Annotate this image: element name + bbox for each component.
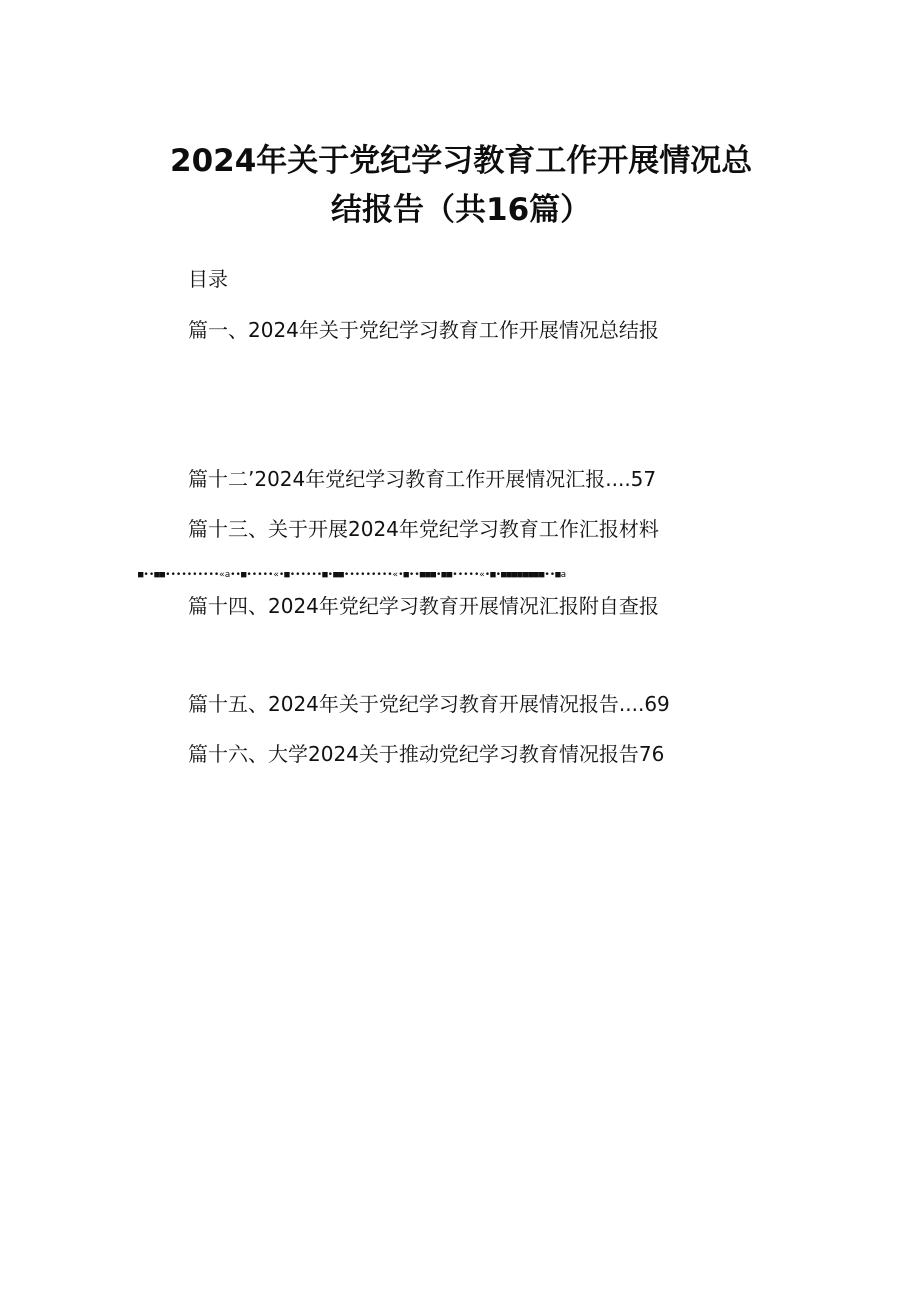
toc-entry-15[interactable]: 篇十五、2024年关于党纪学习教育开展情况报告....69 [188, 692, 670, 716]
toc-entry-12[interactable]: 篇十二’2024年党纪学习教育工作开展情况汇报....57 [188, 467, 657, 491]
document-title-line-2: 结报告（共16篇） [331, 192, 592, 228]
toc-entry-1[interactable]: 篇一、2024年关于党纪学习教育工作开展情况总结报 [188, 318, 659, 342]
toc-entry-13[interactable]: 篇十三、关于开展2024年党纪学习教育工作汇报材料 [188, 517, 659, 541]
toc-entry-16[interactable]: 篇十六、大学2024关于推动党纪学习教育情况报告76 [188, 742, 665, 766]
garbled-leader-line: ■••■■••••••••••«a••■•••••«•■••••••■•■■•••••••••«•■••■■■•■■•••••«•■•■■■■■■■■••■a [138, 570, 567, 580]
toc-entry-14[interactable]: 篇十四、2024年党纪学习教育开展情况汇报附自查报 [188, 594, 659, 618]
toc-heading: 目录 [188, 267, 228, 291]
document-title-line-1: 2024年关于党纪学习教育工作开展情况总 [170, 143, 753, 179]
